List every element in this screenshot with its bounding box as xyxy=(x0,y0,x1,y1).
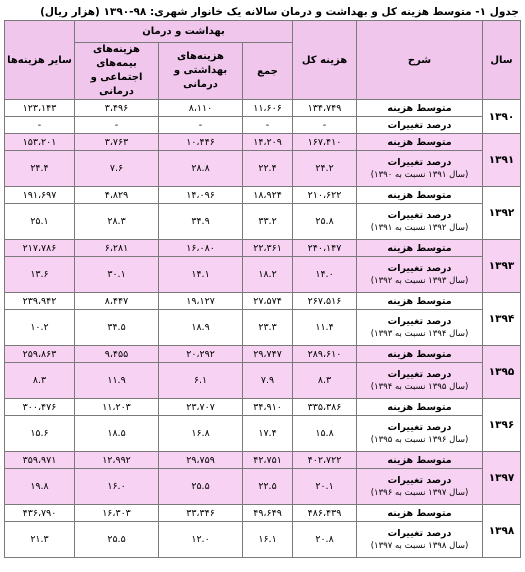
header-total: هزینه کل xyxy=(293,21,357,100)
total-cell: ۲۴۰،۱۴۷ xyxy=(293,240,357,257)
year-cell: ۱۳۹۶ xyxy=(483,399,521,452)
health-costs-cell: ۱۰،۴۴۶ xyxy=(159,134,243,151)
table-body xyxy=(5,100,521,558)
total-cell: ۲۶۷،۵۱۶ xyxy=(293,293,357,310)
desc-cell: متوسط هزینه xyxy=(357,240,483,257)
sum-cell: ۲۹،۷۴۷ xyxy=(243,346,293,363)
desc-sublabel: (سال ۱۳۹۷ نسبت به ۱۳۹۶) xyxy=(370,487,469,498)
desc-cell xyxy=(357,117,483,134)
insurance-costs-cell: ۹،۴۵۵ xyxy=(75,346,159,363)
insurance-costs-cell: - xyxy=(75,117,159,134)
sum-cell: ۲۲.۵ xyxy=(243,469,293,505)
other-cell: ۲۱.۳ xyxy=(5,522,75,558)
desc-cell: متوسط هزینه xyxy=(357,100,483,117)
health-costs-cell: ۱۹،۱۲۷ xyxy=(159,293,243,310)
desc-label: درصد تغییرات xyxy=(387,262,452,274)
desc-cell: متوسط هزینه xyxy=(357,134,483,151)
desc-cell: متوسط هزینه xyxy=(357,293,483,310)
sum-cell: ۱۸،۹۲۴ xyxy=(243,187,293,204)
insurance-costs-cell: ۲۵.۵ xyxy=(75,522,159,558)
sum-cell: ۱۱،۶۰۶ xyxy=(243,100,293,117)
sum-cell: ۲۲،۳۶۱ xyxy=(243,240,293,257)
insurance-costs-cell: ۴،۸۲۹ xyxy=(75,187,159,204)
desc-label: درصد تغییرات xyxy=(387,368,452,380)
health-costs-cell: ۲۳،۷۰۷ xyxy=(159,399,243,416)
desc-cell xyxy=(357,257,483,293)
year-cell: ۱۳۹۸ xyxy=(483,505,521,558)
insurance-costs-cell: ۱۶.۰ xyxy=(75,469,159,505)
total-cell: ۲۸۹،۶۱۰ xyxy=(293,346,357,363)
insurance-costs-cell: ۳۰.۱ xyxy=(75,257,159,293)
table-row xyxy=(5,134,521,151)
insurance-costs-cell: ۶،۲۸۱ xyxy=(75,240,159,257)
other-cell: ۱۹۱،۶۹۷ xyxy=(5,187,75,204)
desc-label: درصد تغییرات xyxy=(387,527,452,539)
total-cell: ۲۰.۱ xyxy=(293,469,357,505)
desc-cell xyxy=(357,469,483,505)
sum-cell: ۱۴،۲۰۹ xyxy=(243,134,293,151)
sum-cell: ۱۶.۱ xyxy=(243,522,293,558)
total-cell: ۱۶۷،۴۱۰ xyxy=(293,134,357,151)
other-cell: ۴۳۶،۷۹۰ xyxy=(5,505,75,522)
desc-cell: متوسط هزینه xyxy=(357,399,483,416)
desc-label: درصد تغییرات xyxy=(387,209,452,221)
other-cell: ۳۰۰،۴۷۶ xyxy=(5,399,75,416)
table-row xyxy=(5,469,521,505)
other-cell: ۲۵۹،۸۶۳ xyxy=(5,346,75,363)
table-row xyxy=(5,452,521,469)
total-cell: - xyxy=(293,117,357,134)
header-desc: شرح xyxy=(357,21,483,100)
total-cell: ۲۰.۸ xyxy=(293,522,357,558)
total-cell: ۴۰۲،۷۲۲ xyxy=(293,452,357,469)
other-cell: ۲۳۹،۹۴۲ xyxy=(5,293,75,310)
health-costs-cell: ۱۲.۰ xyxy=(159,522,243,558)
desc-cell xyxy=(357,151,483,187)
desc-cell: متوسط هزینه xyxy=(357,452,483,469)
desc-cell xyxy=(357,363,483,399)
health-costs-cell: ۶.۱ xyxy=(159,363,243,399)
other-cell: ۱۵.۶ xyxy=(5,416,75,452)
other-cell: ۳۵۹،۹۷۱ xyxy=(5,452,75,469)
table-row xyxy=(5,416,521,452)
other-cell: ۸.۳ xyxy=(5,363,75,399)
total-cell: ۳۳۵،۳۸۶ xyxy=(293,399,357,416)
year-cell: ۱۳۹۳ xyxy=(483,240,521,293)
table-caption: جدول ۱- متوسط هزینه کل و بهداشت و درمان سالانه یک خانوار شهری: ۹۸-۱۳۹۰ (هزار ریال) xyxy=(40,6,519,18)
header-year: سال xyxy=(483,21,521,100)
other-cell: ۱۵۳،۲۰۱ xyxy=(5,134,75,151)
insurance-costs-cell: ۷.۶ xyxy=(75,151,159,187)
health-costs-cell: ۳۳،۳۴۶ xyxy=(159,505,243,522)
header-health-group: بهداشت و درمان xyxy=(75,21,293,43)
health-costs-cell: ۱۸.۹ xyxy=(159,310,243,346)
total-cell: ۱۳۴،۷۴۹ xyxy=(293,100,357,117)
table-row xyxy=(5,399,521,416)
header-other: سایر هزینه‌ها xyxy=(5,21,75,100)
health-costs-cell: ۳۴.۹ xyxy=(159,204,243,240)
health-costs-cell: - xyxy=(159,117,243,134)
desc-sublabel: (سال ۱۳۹۴ نسبت به ۱۳۹۳) xyxy=(370,328,469,339)
health-costs-cell: ۱۴،۰۹۶ xyxy=(159,187,243,204)
health-costs-cell: ۲۰،۲۹۲ xyxy=(159,346,243,363)
insurance-costs-cell: ۱۶،۳۰۳ xyxy=(75,505,159,522)
other-cell: ۲۱۷،۷۸۶ xyxy=(5,240,75,257)
header-insurance-costs: هزینه‌های بیمه‌های اجتماعی و درمانی xyxy=(75,43,159,100)
desc-label: درصد تغییرات xyxy=(387,315,452,327)
insurance-costs-cell: ۳۴.۵ xyxy=(75,310,159,346)
sum-cell: ۳۳.۲ xyxy=(243,204,293,240)
table-header xyxy=(5,21,521,100)
total-cell: ۱۴.۰ xyxy=(293,257,357,293)
header-health-costs: هزینه‌های بهداشتی و درمانی xyxy=(159,43,243,100)
table-row xyxy=(5,522,521,558)
table-row xyxy=(5,117,521,134)
insurance-costs-cell: ۳،۷۶۳ xyxy=(75,134,159,151)
desc-cell: متوسط هزینه xyxy=(357,346,483,363)
table-row xyxy=(5,363,521,399)
sum-cell: - xyxy=(243,117,293,134)
desc-sublabel: (سال ۱۳۹۲ نسبت به ۱۳۹۱) xyxy=(370,222,469,233)
desc-cell: متوسط هزینه xyxy=(357,505,483,522)
other-cell: ۲۴.۴ xyxy=(5,151,75,187)
other-cell: ۱۰.۲ xyxy=(5,310,75,346)
health-costs-cell: ۱۶.۸ xyxy=(159,416,243,452)
insurance-costs-cell: ۱۸.۵ xyxy=(75,416,159,452)
sum-cell: ۱۷.۴ xyxy=(243,416,293,452)
year-cell: ۱۳۹۱ xyxy=(483,134,521,187)
expense-table xyxy=(4,20,521,558)
year-cell: ۱۳۹۲ xyxy=(483,187,521,240)
health-costs-cell: ۱۴.۱ xyxy=(159,257,243,293)
sum-cell: ۳۴،۹۱۰ xyxy=(243,399,293,416)
health-costs-cell: ۲۵.۵ xyxy=(159,469,243,505)
total-cell: ۱۱.۴ xyxy=(293,310,357,346)
year-cell: ۱۳۹۷ xyxy=(483,452,521,505)
desc-label: درصد تغییرات xyxy=(387,156,452,168)
table-row xyxy=(5,151,521,187)
insurance-costs-cell: ۸،۴۴۷ xyxy=(75,293,159,310)
other-cell: ۱۹.۸ xyxy=(5,469,75,505)
desc-sublabel: (سال ۱۳۹۶ نسبت به ۱۳۹۵) xyxy=(370,434,469,445)
insurance-costs-cell: ۳،۴۹۶ xyxy=(75,100,159,117)
desc-cell xyxy=(357,310,483,346)
table-row xyxy=(5,187,521,204)
total-cell: ۸.۳ xyxy=(293,363,357,399)
insurance-costs-cell: ۲۸.۳ xyxy=(75,204,159,240)
desc-label: درصد تغییرات xyxy=(387,119,452,131)
health-costs-cell: ۸،۱۱۰ xyxy=(159,100,243,117)
sum-cell: ۲۲.۴ xyxy=(243,151,293,187)
desc-sublabel: (سال ۱۳۹۱ نسبت به ۱۳۹۰) xyxy=(370,169,469,180)
sum-cell: ۲۳.۳ xyxy=(243,310,293,346)
table-row xyxy=(5,204,521,240)
total-cell: ۴۸۶،۴۳۹ xyxy=(293,505,357,522)
table-row xyxy=(5,505,521,522)
total-cell: ۲۴.۲ xyxy=(293,151,357,187)
other-cell: - xyxy=(5,117,75,134)
table-row xyxy=(5,257,521,293)
desc-sublabel: (سال ۱۳۹۸ نسبت به ۱۳۹۷) xyxy=(370,540,469,551)
desc-cell xyxy=(357,416,483,452)
other-cell: ۲۵.۱ xyxy=(5,204,75,240)
health-costs-cell: ۱۶،۰۸۰ xyxy=(159,240,243,257)
health-costs-cell: ۲۸.۸ xyxy=(159,151,243,187)
sum-cell: ۴۹،۶۴۹ xyxy=(243,505,293,522)
header-sum: جمع xyxy=(243,43,293,100)
desc-label: درصد تغییرات xyxy=(387,421,452,433)
total-cell: ۲۵.۸ xyxy=(293,204,357,240)
sum-cell: ۷.۹ xyxy=(243,363,293,399)
other-cell: ۱۲۳،۱۴۳ xyxy=(5,100,75,117)
table-row xyxy=(5,346,521,363)
year-cell: ۱۳۹۴ xyxy=(483,293,521,346)
sum-cell: ۴۲،۷۵۱ xyxy=(243,452,293,469)
year-cell: ۱۳۹۰ xyxy=(483,100,521,134)
table-row xyxy=(5,240,521,257)
desc-cell: متوسط هزینه xyxy=(357,187,483,204)
total-cell: ۲۱۰،۶۲۲ xyxy=(293,187,357,204)
insurance-costs-cell: ۱۱.۹ xyxy=(75,363,159,399)
table-row xyxy=(5,100,521,117)
desc-label: درصد تغییرات xyxy=(387,474,452,486)
desc-sublabel: (سال ۱۳۹۳ نسبت به ۱۳۹۲) xyxy=(370,275,469,286)
desc-cell xyxy=(357,522,483,558)
sum-cell: ۲۷،۵۷۴ xyxy=(243,293,293,310)
total-cell: ۱۵.۸ xyxy=(293,416,357,452)
year-cell: ۱۳۹۵ xyxy=(483,346,521,399)
health-costs-cell: ۲۹،۷۵۹ xyxy=(159,452,243,469)
sum-cell: ۱۸.۲ xyxy=(243,257,293,293)
other-cell: ۱۳.۶ xyxy=(5,257,75,293)
desc-sublabel: (سال ۱۳۹۵ نسبت به ۱۳۹۴) xyxy=(370,381,469,392)
table-row xyxy=(5,293,521,310)
desc-cell xyxy=(357,204,483,240)
table-row xyxy=(5,310,521,346)
insurance-costs-cell: ۱۱،۲۰۳ xyxy=(75,399,159,416)
insurance-costs-cell: ۱۲،۹۹۲ xyxy=(75,452,159,469)
